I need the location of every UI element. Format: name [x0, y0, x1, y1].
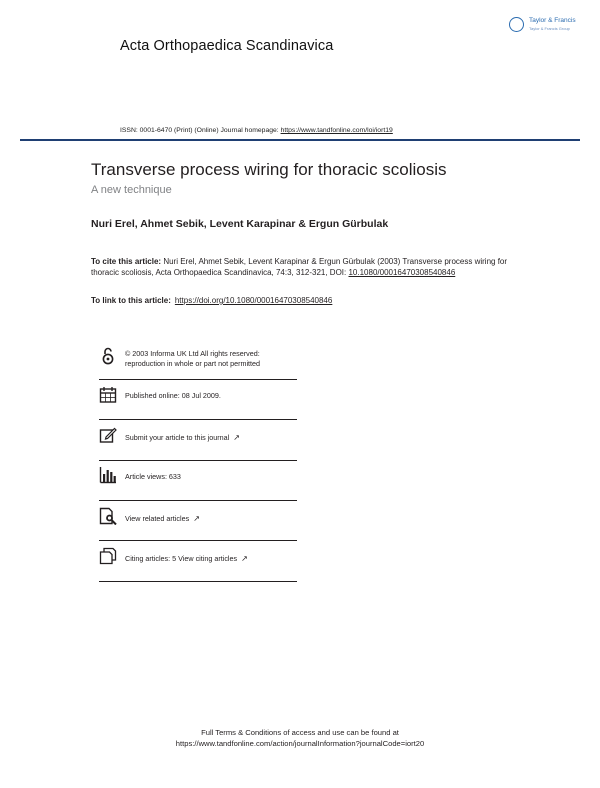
edit-pencil-icon: [99, 426, 117, 444]
article-title: Transverse process wiring for thoracic scoliosis: [91, 160, 447, 179]
citing-text[interactable]: Citing articles: 5 View citing articles: [125, 554, 238, 563]
separator: [99, 460, 297, 461]
views-text: Article views: 633: [125, 472, 181, 481]
footer-line-1: Full Terms & Conditions of access and use can be found at: [201, 728, 399, 737]
copyright-line-1: © 2003 Informa UK Ltd All rights reserved:: [125, 349, 260, 358]
citation-doi-link[interactable]: 10.1080/00016470308540846: [348, 268, 456, 278]
citing-documents-icon: [99, 547, 117, 565]
issn-text: ISSN: 0001-6470 (Print) (Online) Journal homepage:: [120, 127, 281, 134]
journal-name: Acta Orthopaedica Scandinavica: [120, 38, 334, 54]
journal-homepage-link[interactable]: https://www.tandfonline.com/loi/iort19: [280, 127, 393, 134]
bar-chart-icon: [99, 466, 117, 484]
copyright-line-2: reproduction in whole or part not permitted: [125, 358, 261, 368]
related-item[interactable]: [99, 507, 297, 529]
separator: [99, 419, 297, 420]
external-link-icon: ↗: [193, 514, 200, 523]
separator: [99, 500, 297, 501]
citation: [91, 256, 521, 278]
related-articles-link[interactable]: [125, 514, 200, 524]
terms-footer: [0, 727, 600, 749]
footer-journal-info-link[interactable]: https://www.tandfonline.com/action/journalInformation?journalCode=iort20: [175, 739, 425, 748]
separator: [99, 581, 297, 582]
submit-item[interactable]: [99, 426, 297, 448]
issn-line: [120, 127, 393, 134]
related-search-icon: [99, 507, 117, 525]
external-link-icon: ↗: [241, 554, 248, 563]
copyright-item: [99, 347, 297, 373]
citing-articles-link[interactable]: [125, 554, 248, 564]
logo-circle-icon: [509, 17, 524, 32]
views-item: [99, 466, 297, 486]
article-doi-url[interactable]: https://doi.org/10.1080/00016470308540846: [174, 296, 333, 305]
citation-label: To cite this article:: [91, 257, 162, 266]
submit-text[interactable]: Submit your article to this journal: [125, 433, 230, 442]
published-item: [99, 386, 297, 406]
logo-subtitle: Taylor & Francis Group: [529, 26, 570, 31]
article-authors: Nuri Erel, Ahmet Sebik, Levent Karapinar & Ergun Gürbulak: [91, 218, 389, 230]
calendar-icon: [99, 386, 117, 404]
article-subtitle: A new technique: [91, 184, 172, 196]
citation-text: Nuri Erel, Ahmet Sebik, Levent Karapinar & Ergun Gürbulak (2003) Transverse process wiring for thoracic scoliosis, Acta Orthopaedica Scandinavica, 74:3, 312-321, DOI:: [91, 257, 508, 278]
article-link-label: To link to this article:: [91, 296, 171, 305]
publisher-logo[interactable]: [509, 16, 584, 38]
open-access-lock-icon: [99, 347, 117, 365]
citing-item[interactable]: [99, 547, 297, 569]
separator: [99, 540, 297, 541]
related-text[interactable]: View related articles: [125, 514, 190, 523]
copyright-text: [125, 349, 260, 368]
article-link: [91, 296, 332, 305]
separator: [99, 379, 297, 380]
header-rule: [20, 139, 580, 141]
logo-name: Taylor & Francis: [529, 17, 576, 24]
submit-article-link[interactable]: [125, 433, 240, 443]
published-text: Published online: 08 Jul 2009.: [125, 391, 221, 400]
external-link-icon: ↗: [233, 433, 240, 442]
